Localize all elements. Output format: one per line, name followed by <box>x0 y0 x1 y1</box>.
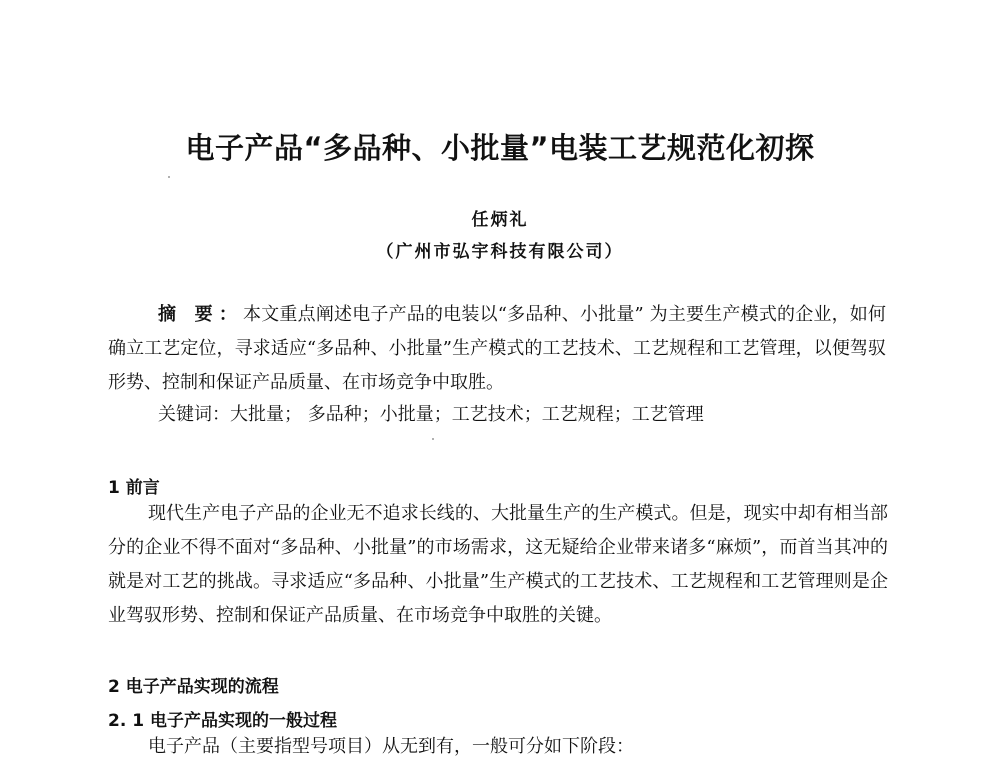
abstract-text: 本文重点阐述电子产品的电装以“多品种、小批量” 为主要生产模式的企业，如何确立工艺定位，寻求适应“多品种、小批量”生产模式的工艺技术、工艺规程和工艺管理，以便驾驭形势、控制和保证产品质量、在市场竞争中取胜。 <box>108 304 886 393</box>
keywords-line <box>158 398 888 432</box>
abstract-label: 摘 要： <box>158 304 244 325</box>
process-paragraph: 电子产品（主要指型号项目）从无到有，一般可分如下阶段： <box>148 736 634 757</box>
author-name: 任炳礼 <box>471 210 529 230</box>
keywords-text: 大批量； 多品种；小批量；工艺技术；工艺规程；工艺管理 <box>230 404 704 425</box>
scan-speck <box>168 176 170 178</box>
section-heading-intro: 1 前言 <box>108 478 160 498</box>
author-affiliation: （广州市弘宇科技有限公司） <box>376 242 624 262</box>
keywords-label: 关键词： <box>158 404 230 425</box>
subsection-heading: 2. 1 电子产品实现的一般过程 <box>108 711 337 731</box>
paper-title: 电子产品“多品种、小批量”电装工艺规范化初探 <box>185 131 815 165</box>
intro-paragraph: 现代生产电子产品的企业无不追求长线的、大批量生产的生产模式。但是，现实中却有相当部分的企业不得不面对“多品种、小批量”的市场需求，这无疑给企业带来诸多“麻烦”，而首当其冲的就是对工艺的挑战。寻求适应“多品种、小批量”生产模式的工艺技术、工艺规程和工艺管理则是企业驾驭形势、控制和保证产品质量、在市场竞争中取胜的关键。 <box>108 503 888 626</box>
scan-speck <box>432 438 434 440</box>
abstract-paragraph <box>108 298 886 400</box>
section-heading-process: 2 电子产品实现的流程 <box>108 677 279 697</box>
